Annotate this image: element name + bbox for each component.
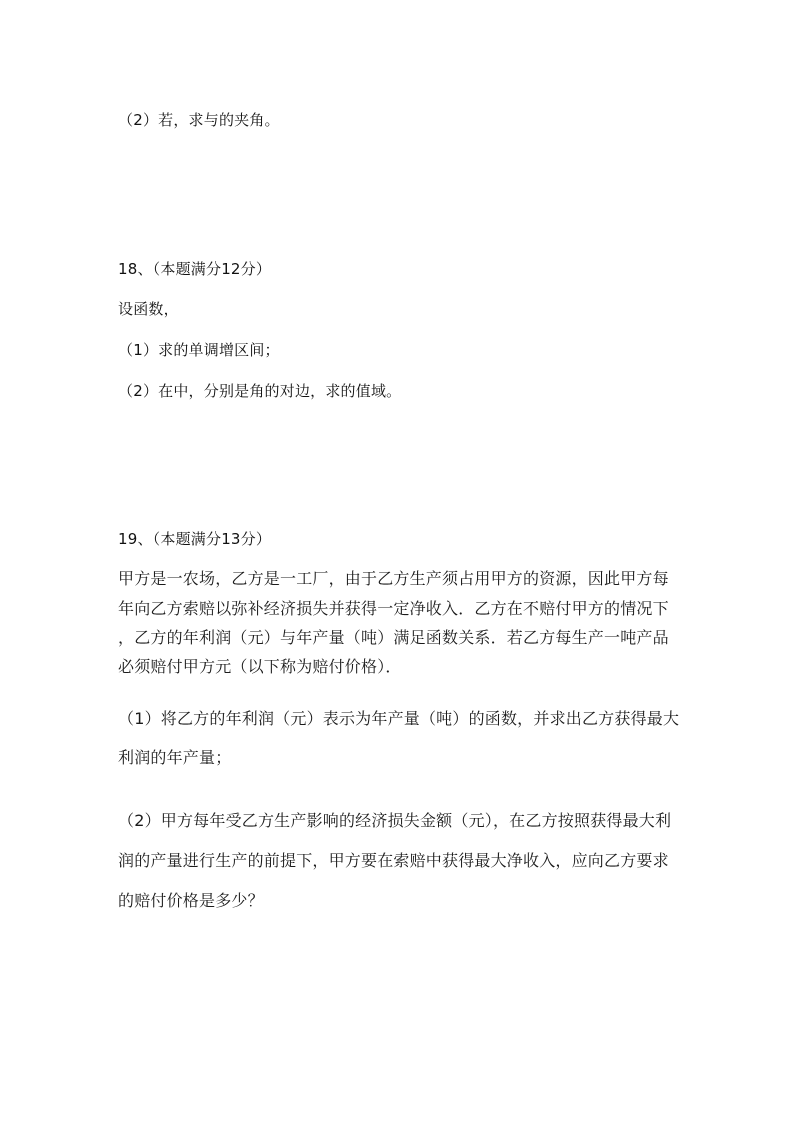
question-17-part-2: （2）若，求与的夹角。 <box>118 111 280 129</box>
question-18-part-2: （2）在中，分别是角的对边，求的值域。 <box>118 382 402 400</box>
question-19-part-2-line-1: （2）甲方每年受乙方生产影响的经济损失金额（元），在乙方按照获得最大利 <box>118 811 672 830</box>
question-18-intro: 设函数， <box>118 300 179 318</box>
question-19-body-line-2: 年向乙方索赔以弥补经济损失并获得一定净收入．乙方在不赔付甲方的情况下 <box>118 599 669 618</box>
question-19-part-2-line-3: 的赔付价格是多少？ <box>118 891 264 910</box>
question-19-heading: 19、（本题满分13分） <box>118 530 272 548</box>
question-18-part-1: （1）求的单调增区间； <box>118 341 280 359</box>
question-19-body-line-4: 必须赔付甲方元（以下称为赔付价格）． <box>118 657 402 676</box>
question-18-heading: 18、（本题满分12分） <box>118 260 272 278</box>
question-19-part-1-line-1: （1）将乙方的年利润（元）表示为年产量（吨）的函数，并求出乙方获得最大 <box>118 709 680 728</box>
question-19-part-1-line-2: 利润的年产量； <box>118 748 232 767</box>
question-19-body-line-1: 甲方是一农场，乙方是一工厂，由于乙方生产须占用甲方的资源，因此甲方每 <box>118 569 669 588</box>
question-19-body-line-3: ，乙方的年利润（元）与年产量（吨）满足函数关系．若乙方每生产一吨产品 <box>118 628 669 647</box>
question-19-part-2-line-2: 润的产量进行生产的前提下，甲方要在索赔中获得最大净收入，应向乙方要求 <box>118 851 669 870</box>
